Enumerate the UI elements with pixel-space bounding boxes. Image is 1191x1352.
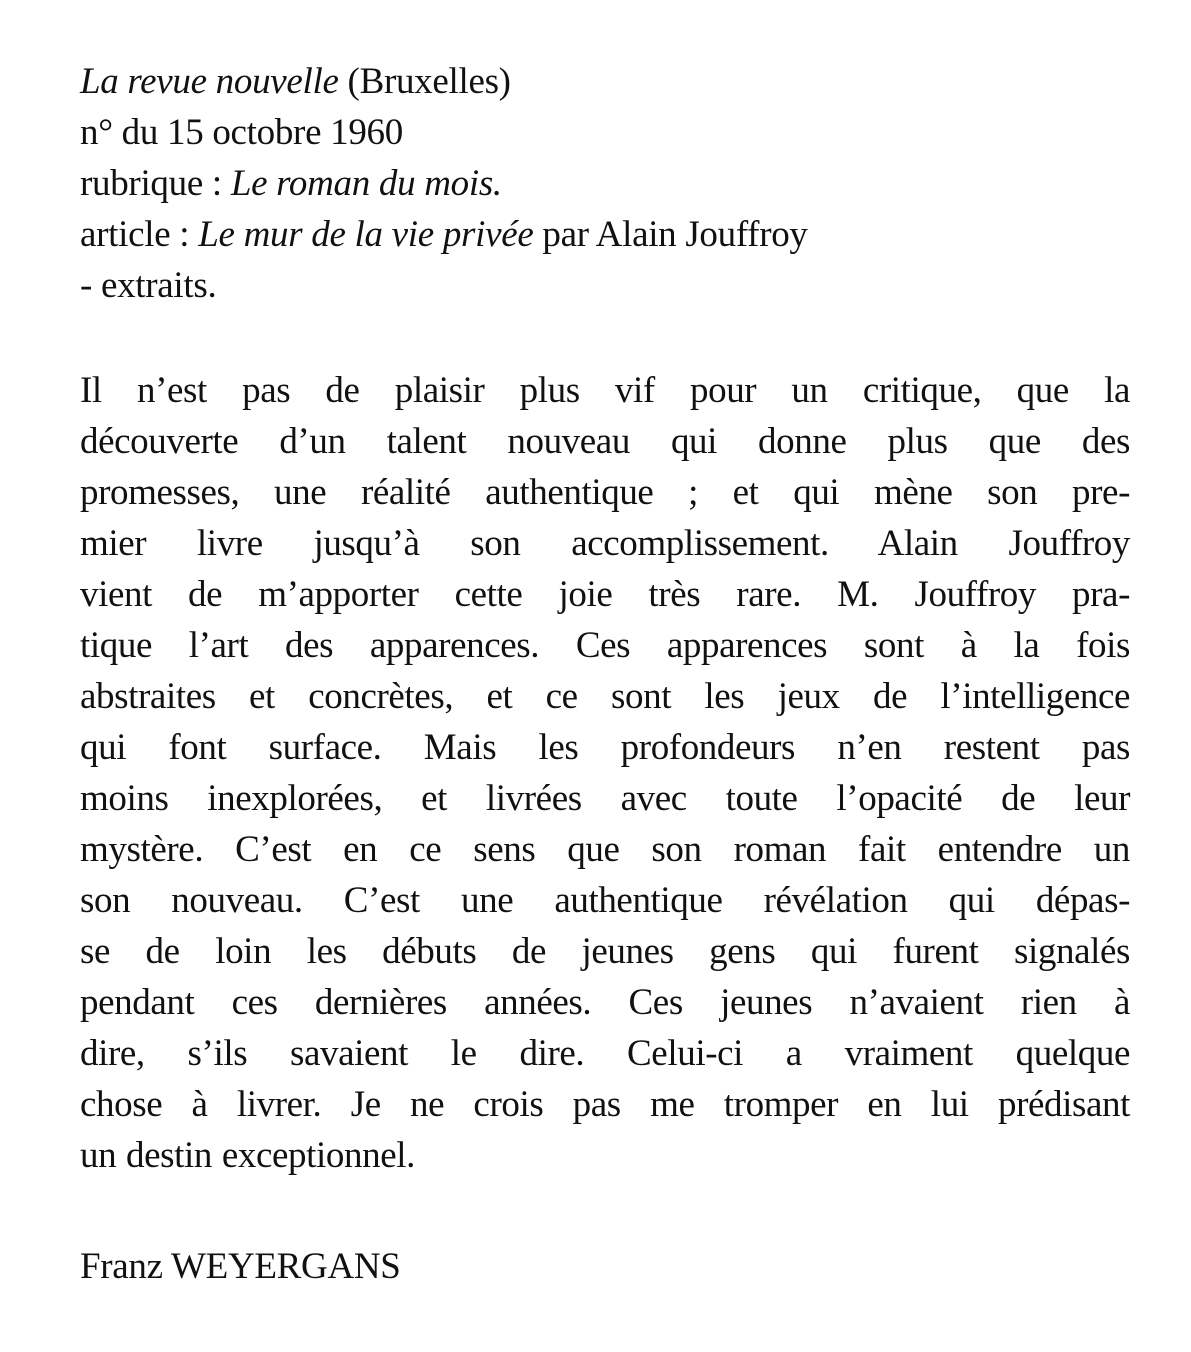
paragraph-line: tique l’art des apparences. Ces apparences sont à la fois <box>80 625 1130 666</box>
extraits-line: - extraits. <box>80 265 217 306</box>
article-line <box>80 209 1130 260</box>
paragraph-line: dire, s’ils savaient le dire. Celui-ci a vraiment quelque <box>80 1033 1130 1074</box>
paragraph-line: découverte d’un talent nouveau qui donne plus que des <box>80 421 1130 462</box>
author-signature: Franz WEYERGANS <box>80 1246 401 1287</box>
issue-date-line: n° du 15 octobre 1960 <box>80 112 403 153</box>
rubrique-line <box>80 158 1130 209</box>
paragraph-line: promesses, une réalité authentique ; et qui mène son pre- <box>80 472 1130 513</box>
review-paragraph <box>80 365 1130 1181</box>
paragraph-line: qui font surface. Mais les profondeurs n’en restent pas <box>80 727 1130 768</box>
article-reference-header <box>80 56 1130 311</box>
publication-title: La revue nouvelle <box>80 61 339 102</box>
paragraph-line: abstraites et concrètes, et ce sont les jeux de l’intelligence <box>80 676 1130 717</box>
publication-title-line <box>80 56 1130 107</box>
article-author: par Alain Jouffroy <box>533 214 808 255</box>
publication-city: (Bruxelles) <box>338 61 511 102</box>
paragraph-line: pendant ces dernières années. Ces jeunes n’avaient rien à <box>80 982 1130 1023</box>
paragraph-line: son nouveau. C’est une authentique révélation qui dépas- <box>80 880 1130 921</box>
article-title: Le mur de la vie privée <box>198 214 534 255</box>
paragraph-line: mier livre jusqu’à son accomplissement. Alain Jouffroy <box>80 523 1130 564</box>
article-label: article : <box>80 214 199 255</box>
paragraph-line: moins inexplorées, et livrées avec toute l’opacité de leur <box>80 778 1130 819</box>
paragraph-line: chose à livrer. Je ne crois pas me tromper en lui prédisant <box>80 1084 1130 1125</box>
paragraph-line: Il n’est pas de plaisir plus vif pour un critique, que la <box>80 370 1130 411</box>
page-content <box>80 56 1130 1292</box>
paragraph-line: se de loin les débuts de jeunes gens qui furent signalés <box>80 931 1130 972</box>
paragraph-line: un destin exceptionnel. <box>80 1135 415 1176</box>
rubrique-label: rubrique : <box>80 163 231 204</box>
paragraph-line: mystère. C’est en ce sens que son roman fait entendre un <box>80 829 1130 870</box>
paragraph-line: vient de m’apporter cette joie très rare. M. Jouffroy pra- <box>80 574 1130 615</box>
rubrique-title: Le roman du mois. <box>230 163 502 204</box>
